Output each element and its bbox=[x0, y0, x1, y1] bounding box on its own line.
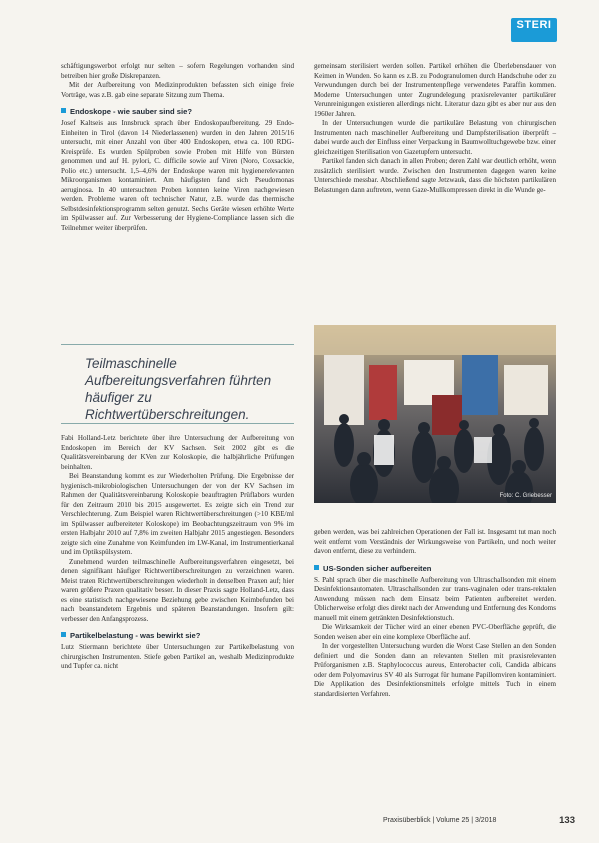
conference-photo-image bbox=[314, 325, 556, 503]
pull-quote bbox=[61, 344, 294, 424]
magazine-badge bbox=[511, 18, 557, 42]
journal-citation: Praxisüberblick | Volume 25 | 3/2018 bbox=[383, 817, 497, 824]
paragraph: Bei Beanstandung kommt es zur Wiederholten Prüfung. Die Ergebnisse der hygienisch-mikrobiologischen Untersuchungen der von der KV Sachsen im Rahmen der Qualitätsvereinbarung Koloskopie beauftragten Prüflabors wurden für den Zeitraum 2010 bis 2015 ausgewertet. Es zeigte sich ein Trend zur Verschlechterung. Zum Beispiel waren Richtwertüberschreitungen (>10 KBE/ml im Spülwasser aufbereiteter Koloskope) im Beobachtungszeitraum von 9% im ersten Halbjahr 2010 auf 7,8% im zweiten Halbjahr 2015 angestiegen. Besonders zeigte sich eine Zunahme von Keimfunden im LW-Kanal, im Instrumentierkanal und im Optikspülsystem. bbox=[61, 472, 294, 556]
right-column-top bbox=[314, 62, 556, 195]
square-bullet-icon bbox=[314, 565, 319, 570]
paragraph: Josef Kaltseis aus Innsbruck sprach über Endoskopaufbereitung. 29 Endo-Einheiten in Tirol (davon 14 Niederlassenen) wurden in den Jahren 2015/16 untersucht, mit einer Anzahl von über 400 Endoskopen, etwa ca. 100 RDG-Kreisprüfe. Es wurden Spülproben sowie Proben mit Hilfe von Bürsten genommen und auf H. pylori, C. difficile sowie auf Viren (Noro, Coxsackie, Polio etc.) untersucht. 1,5–4,6% der Endoskope waren mit hygienerelevanten Mikroorganismen kontaminiert. Am häufigsten fand sich Pseudomonas aeruginosa. In 40 untersuchten Proben konnten keine Viren nachgewiesen werden. Probleme waren oft technischer Natur, z.B. wurde das thermische Selbstdesinfektionsprogramm selten genutzt. Sechs Geräte wiesen erhöhte Werte im Spülwasser auf. Zur Verbesserung der Hygiene-Compliance lassen sich die Teilnehmer weiter überprüfen. bbox=[61, 119, 294, 232]
page-number: 133 bbox=[559, 815, 575, 826]
section-heading-endoscopes: Endoskope - wie sauber sind sie? bbox=[61, 107, 294, 117]
section-heading-particles: Partikelbelastung - was bewirkt sie? bbox=[61, 631, 294, 641]
conference-photo bbox=[314, 325, 556, 503]
badge-label: STERI bbox=[516, 19, 552, 31]
square-bullet-icon bbox=[61, 108, 66, 113]
paragraph: gemeinsam sterilisiert werden sollen. Partikel erhöhen die Überlebensdauer von Keimen in Wunden. So kann es z.B. zu Podogranulomen durch Handschuhe oder zu Verwundungen durch bei der Instrumentenpflege verwendetes Paraffin kommen. Moderne Untersuchungen unter Zugrundelegung praxisrelevanter partikulärer Verunreinigungen existieren allerdings nicht. Literatur dazu gibt es aber nur aus den 1960er Jahren. bbox=[314, 62, 556, 118]
paragraph: Die Wirksamkeit der Tücher wird an einer ebenen PVC-Oberfläche geprüft, die Sonden weisen aber ein eine komplexe Oberfläche auf. bbox=[314, 623, 556, 641]
paragraph: Zunehmend wurden teilmaschinelle Aufbereitungsverfahren eingesetzt, bei denen signifikant häufiger Richtwertüberschreitungen zu verzeichnen waren. Meist traten Richtwertüberschreitungen wiederholt in denselben Praxen auf; hier waren größere Praxen qualitativ besser. In dieser Praxis sagte Holland-Letz, dass es eine statistisch nachgewiesene Beziehung gebe zwischen Keimbefunden bei nach beanstandetem Ergebnis und späteren Beanstandungen. Insofern gilt: verbesser den Anfangsprozess. bbox=[61, 557, 294, 623]
photo-credit: Foto: C. Griebesser bbox=[499, 493, 552, 499]
page-footer bbox=[383, 816, 575, 826]
paragraph: Fabi Holland-Letz berichtete über ihre Untersuchung der Aufbereitung von Endoskopen im Bereich der KV Sachsen. Seit 2002 gibt es die Qualitätsvereinbarung der KVen zur Koloskopie, die halbjährliche Prüfungen beinhalten. bbox=[61, 434, 294, 471]
section-heading-us-probes: US-Sonden sicher aufbereiten bbox=[314, 564, 556, 574]
left-column bbox=[61, 62, 294, 233]
paragraph: geben werden, was bei zahlreichen Operationen der Fall ist. Insgesamt tut man noch weit entfernt vom Verständnis der Wirkungsweise von Partikeln, und noch weiter davon entfernt, diese zu verhindern. bbox=[314, 528, 556, 555]
square-bullet-icon bbox=[61, 632, 66, 637]
paragraph: In der Untersuchungen wurde die partikuläre Belastung von chirurgischen Instrumenten nach maschineller Aufbereitung und Dampfsterilisation überprüft – dabei wurde auch der Einfluss einer Verpackung in Baumwolltuchgewebe bzw. einer gleichzeitigen Sterilisation von Gazetupfern untersucht. bbox=[314, 119, 556, 156]
paragraph: Mit der Aufbereitung von Medizinprodukten befassten sich einige freie Vorträge, was z.B. gab eine separate Sitzung zum Thema. bbox=[61, 81, 294, 99]
paragraph: In der vorgestellten Untersuchung wurden die Worst Case Stellen an den Sonden definiert und die Sonden dann an relevanten Stellen mit praxisrelevanten Prüforganismen z.B. Staphylococcus aureus, Enterobacter coli, Candida albicans oder dem Polyomavirus SV 40 als Surrogat für humane Papillomviren kontaminiert. Die Applikation des Desinfektionsmittels erfolgte mittels Tuch in einem standardisierten Verfahren. bbox=[314, 642, 556, 698]
left-column-lower bbox=[61, 434, 294, 672]
paragraph: schäftigungswerbot erfolgt nur selten – sofern Regelungen vorhanden sind betreiben hier große Diskrepanzen. bbox=[61, 62, 294, 80]
paragraph: S. Pahl sprach über die maschinelle Aufbereitung von Ultraschallsonden mit einem Desinfektionsautomaten. Ultraschallsonden zur trans-vaginalen oder trans-rektalen Anwendung müssen nach dem Einsatz beim Patienten aufbereitet werden. Üblicherweise erfolgt dies direkt nach der Anwendung und Entfernung des Kondoms manuell mit einem getränkten Desinfektionstuch. bbox=[314, 575, 556, 622]
paragraph: Partikel fanden sich danach in allen Proben; deren Zahl war deutlich erhöht, wenn zusätzlich sterilisiert wurde. Zwischen den Instrumenten dagegen waren keine Unterschiede messbar. Abschließend sagte Jetzwauk, dass die höchsten partikulären Belastungen dann auftreten, wenn Gaze-Mullkompressen direkt in die Wunde ge- bbox=[314, 157, 556, 194]
pull-quote-text: Teilmaschinelle Aufbereitungsverfahren führten häufiger zu Richtwertüberschreitungen. bbox=[85, 356, 272, 422]
right-column-bottom bbox=[314, 528, 556, 699]
paragraph: Lutz Stiermann berichtete über Untersuchungen zur Partikelbelastung von chirurgischen Instrumenten. Stiefe geben Partikel an, weshalb Medizinprodukte und Tupfer ca. nicht bbox=[61, 643, 294, 670]
